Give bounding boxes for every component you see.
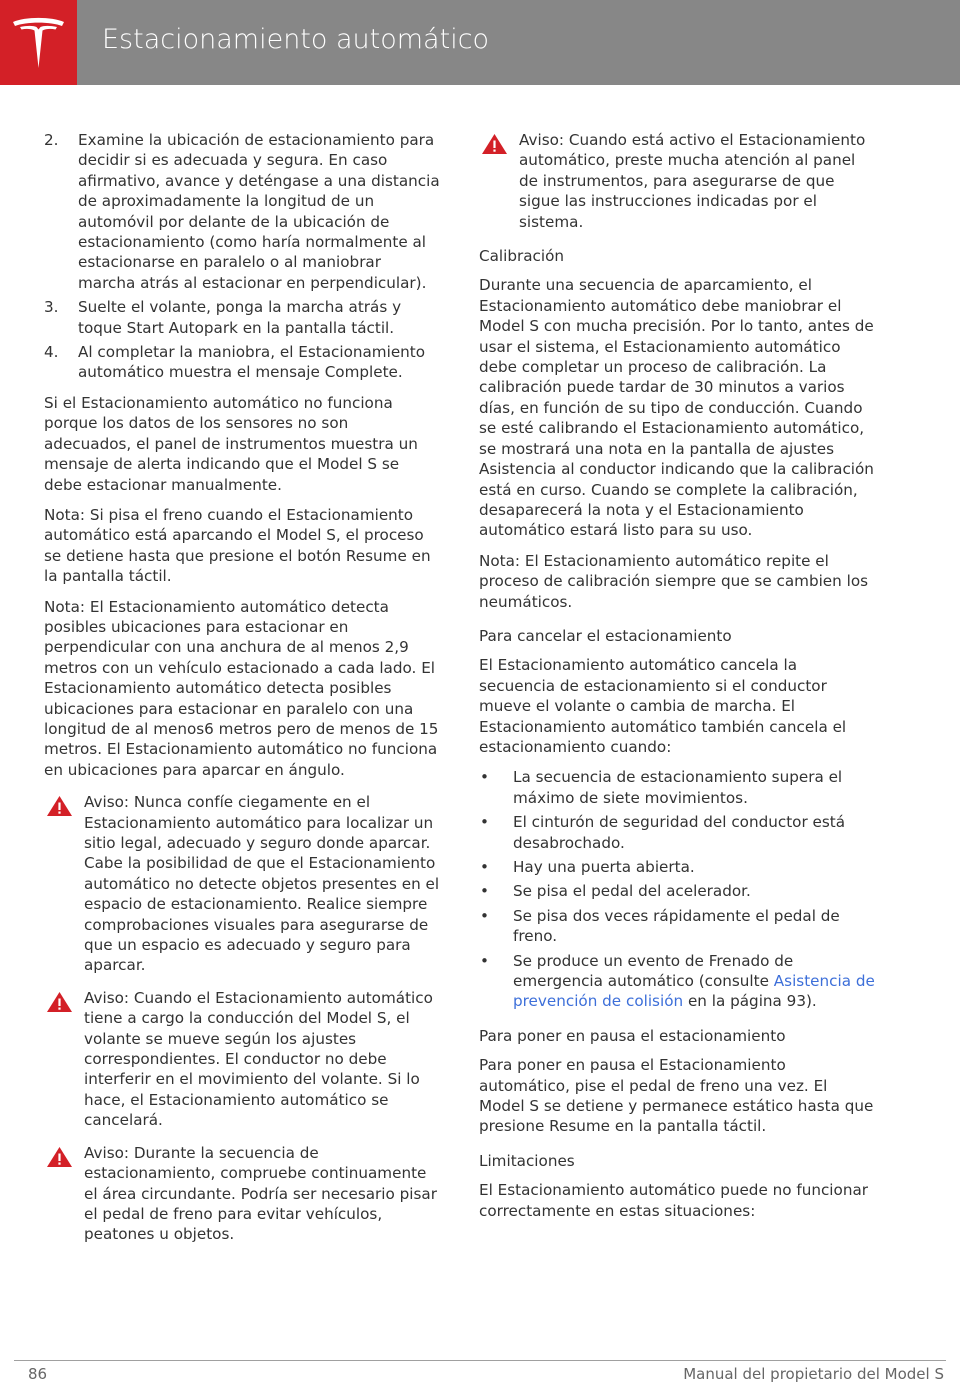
warning-icon xyxy=(46,795,73,817)
list-item xyxy=(479,812,875,853)
section-heading-limitations: Limitaciones xyxy=(479,1151,575,1170)
footer-divider xyxy=(14,1360,946,1361)
bullet-text: El cinturón de seguridad del conductor está desabrochado. xyxy=(513,813,846,852)
section-heading-cancel: Para cancelar el estacionamiento xyxy=(479,626,732,645)
bullet-icon: • xyxy=(480,858,489,876)
warning-block xyxy=(44,792,440,976)
paragraph: Para poner en pausa el Estacionamiento automático, pise el pedal de freno una vez. El Model S se detiene y permanece estático hasta que presione Resume en la pantalla táctil. xyxy=(479,1056,874,1136)
list-item xyxy=(479,951,875,1012)
note: Nota: El Estacionamiento automático detecta posibles ubicaciones para estacionar en perpendicular con una anchura de al menos 2,9 metros con un vehículo estacionado a cada lado. El Estacionamiento automático detecta posibles ubicaciones para estacionar en paralelo con una longitud de al menos6 metros pero de menos de 15 metros. El Estacionamiento automático no funciona en ubicaciones para aparcar en ángulo. xyxy=(44,597,439,779)
step-text: Examine la ubicación de estacionamiento para decidir si es adecuada y segura. En caso afirmativo, avance y deténgase a una distancia de aproximadamente la longitud de un automóvil por delante de la ubicación de estacionamiento (como haría normalmente al estacionarse en paralelo o al maniobrar marcha atrás al estacionar en perpendicular). xyxy=(78,131,440,292)
bullet-icon: • xyxy=(480,906,489,925)
paragraph: El Estacionamiento automático cancela la secuencia de estacionamiento si el conductor mueve el volante o cambia de marcha. El Estacionamiento automático también cancela el estacionamiento cuando: xyxy=(479,656,847,756)
bullet-text: Se pisa el pedal del acelerador. xyxy=(513,882,751,901)
warning-text: Aviso: Cuando el Estacionamiento automático tiene a cargo la conducción del Model S, el volante se mueve según los ajustes correspondientes. El conductor no debe interferir en el movimiento del volante. Si lo hace, el Estacionamiento automático se cancelará. xyxy=(84,988,433,1130)
page-number: 86 xyxy=(28,1365,48,1383)
bullet-text: en la página 93). xyxy=(683,992,817,1011)
bullet-icon: • xyxy=(480,951,489,970)
list-item xyxy=(44,130,440,293)
warning-icon xyxy=(46,1146,73,1168)
warning-block xyxy=(44,1143,440,1245)
note: Nota: Si pisa el freno cuando el Estacionamiento automático está aparcando el Model S, el proceso se detiene hasta que presione el botón Resume en la pantalla táctil. xyxy=(44,505,431,586)
step-text: Suelte el volante, ponga la marcha atrás y toque Start Autopark en la pantalla táctil. xyxy=(78,298,402,337)
list-item xyxy=(479,857,875,877)
section-heading-calibration: Calibración xyxy=(479,247,565,266)
paragraph: El Estacionamiento automático puede no funcionar correctamente en estas situaciones: xyxy=(479,1181,868,1220)
list-item xyxy=(479,881,875,901)
steps-list xyxy=(44,130,440,383)
bullet-text: La secuencia de estacionamiento supera el máximo de siete movimientos. xyxy=(513,768,843,807)
warning-text: Aviso: Durante la secuencia de estacionamiento, compruebe continuamente el área circundante. Podría ser necesario pisar el pedal de freno para evitar vehículos, peatones u objetos. xyxy=(84,1143,437,1244)
logo-box xyxy=(0,0,77,85)
bullet-text: Se produce un evento de Frenado de emergencia automático (consulte xyxy=(513,951,794,991)
bullet-icon: • xyxy=(480,882,489,901)
warning-icon xyxy=(46,991,73,1013)
warning-text: Aviso: Cuando está activo el Estacionamiento automático, preste mucha atención al panel de instrumentos, para asegurarse de que sigue las instrucciones indicadas por el sistema. xyxy=(519,131,866,231)
right-column xyxy=(479,130,875,1231)
step-number: 4. xyxy=(44,343,59,362)
paragraph: Durante una secuencia de aparcamiento, el Estacionamiento automático debe maniobrar el Model S con mucha precisión. Por lo tanto, antes de usar el sistema, el Estacionamiento automático debe completar un proceso de calibración. La calibración puede tardar de 30 minutos a varios días, en función de su tipo de conducción. Cuando se esté calibrando el Estacionamiento automático, se mostrará una nota en la pantalla de ajustes Asistencia al conductor indicando que la calibración está en curso. Cuando se complete la calibración, desaparecerá la nota y el Estacionamiento automático estará listo para su uso. xyxy=(479,276,874,540)
bullet-icon: • xyxy=(480,768,489,787)
warning-icon xyxy=(481,133,508,155)
step-text: Al completar la maniobra, el Estacionamiento automático muestra el mensaje Complete. xyxy=(78,343,426,382)
warning-block xyxy=(479,130,875,232)
footer-title: Manual del propietario del Model S xyxy=(683,1365,944,1383)
warning-block xyxy=(44,988,440,1131)
step-number: 3. xyxy=(44,298,59,317)
step-number: 2. xyxy=(44,131,59,149)
collision-assist-link[interactable]: Asistencia de prevención de colisión xyxy=(513,972,875,1011)
list-item xyxy=(44,342,440,383)
bullet-icon: • xyxy=(480,813,489,832)
page-title: Estacionamiento automático xyxy=(102,24,490,55)
note: Nota: El Estacionamiento automático repite el proceso de calibración siempre que se cambien los neumáticos. xyxy=(479,551,869,611)
warning-text: Aviso: Nunca confíe ciegamente en el Estacionamiento automático para localizar un sitio legal, adecuado y seguro donde aparcar. Cabe la posibilidad de que el Estacionamiento automático no detecte objetos presentes en el espacio de estacionamiento. Realice siempre comprobaciones visuales para asegurarse de que un espacio es adecuado y seguro para aparcar. xyxy=(84,793,440,975)
cancel-conditions-list xyxy=(479,767,875,1011)
left-column xyxy=(44,130,440,1257)
bullet-text: Se pisa dos veces rápidamente el pedal de freno. xyxy=(513,906,840,946)
section-heading-pause: Para poner en pausa el estacionamiento xyxy=(479,1026,786,1045)
list-item xyxy=(44,297,440,338)
page-header xyxy=(0,0,960,85)
paragraph: Si el Estacionamiento automático no funciona porque los datos de los sensores no son adecuados, el panel de instrumentos muestra un mensaje de alerta indicando que el Model S se debe estacionar manualmente. xyxy=(44,393,418,494)
bullet-text: Hay una puerta abierta. xyxy=(513,858,695,876)
list-item xyxy=(479,906,875,947)
list-item xyxy=(479,767,875,808)
tesla-logo-icon xyxy=(11,14,66,71)
